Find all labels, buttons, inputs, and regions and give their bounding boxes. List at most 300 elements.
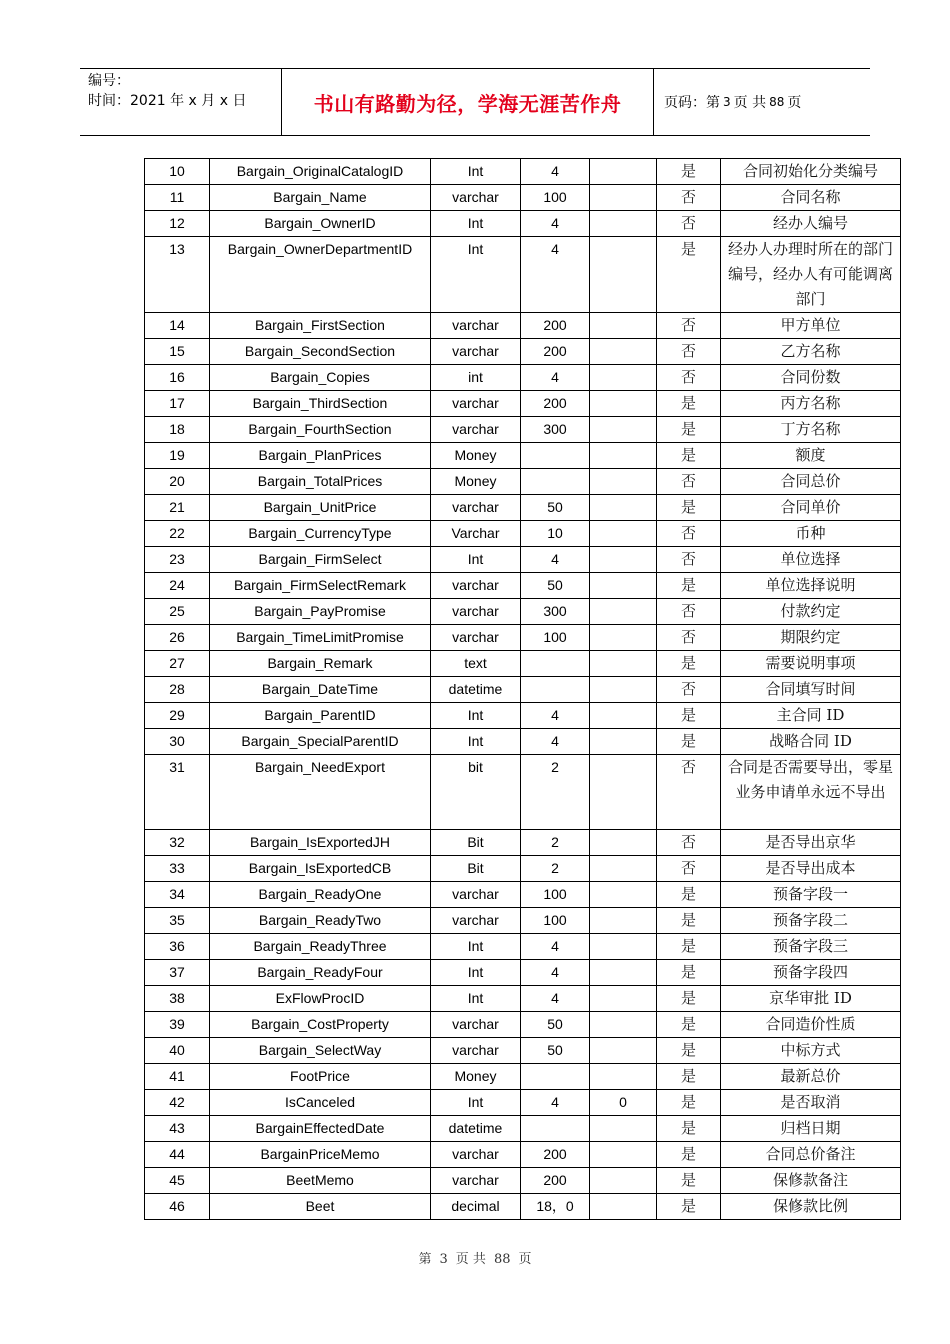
description-cell: 合同单价: [721, 495, 901, 521]
header-motto-cell: [282, 69, 654, 135]
length-cell: 4: [521, 211, 590, 237]
nullable-cell: 是: [657, 1116, 721, 1142]
data-type-cell: datetime: [431, 1116, 521, 1142]
field-name-cell: IsCanceled: [210, 1090, 431, 1116]
default-value-cell: [590, 651, 657, 677]
length-cell: 4: [521, 729, 590, 755]
data-type-cell: varchar: [431, 339, 521, 365]
data-type-cell: Varchar: [431, 521, 521, 547]
row-number-cell: 24: [145, 573, 210, 599]
description-cell: 主合同 ID: [721, 703, 901, 729]
table-row: [145, 495, 901, 521]
length-cell: 18，0: [521, 1194, 590, 1220]
nullable-cell: 是: [657, 729, 721, 755]
data-type-cell: Money: [431, 469, 521, 495]
default-value-cell: [590, 443, 657, 469]
data-type-cell: varchar: [431, 185, 521, 211]
footer-suffix: 页: [518, 1252, 532, 1267]
field-name-cell: Bargain_CostProperty: [210, 1012, 431, 1038]
nullable-cell: 是: [657, 1142, 721, 1168]
description-cell: 经办人办理时所在的部门编号，经办人有可能调离部门: [721, 237, 901, 313]
length-cell: 4: [521, 159, 590, 185]
length-cell: 200: [521, 1142, 590, 1168]
default-value-cell: [590, 755, 657, 830]
default-value-cell: [590, 521, 657, 547]
table-row: [145, 960, 901, 986]
default-value-cell: [590, 365, 657, 391]
row-number-cell: 25: [145, 599, 210, 625]
description-cell: 合同造价性质: [721, 1012, 901, 1038]
description-cell: 预备字段一: [721, 882, 901, 908]
nullable-cell: 是: [657, 495, 721, 521]
data-type-cell: varchar: [431, 908, 521, 934]
nullable-cell: 否: [657, 521, 721, 547]
length-cell: [521, 1064, 590, 1090]
row-number-cell: 22: [145, 521, 210, 547]
data-type-cell: Int: [431, 211, 521, 237]
length-cell: 100: [521, 625, 590, 651]
description-cell: 中标方式: [721, 1038, 901, 1064]
description-cell: 需要说明事项: [721, 651, 901, 677]
nullable-cell: 是: [657, 934, 721, 960]
length-cell: 300: [521, 417, 590, 443]
field-name-cell: ExFlowProcID: [210, 986, 431, 1012]
row-number-cell: 33: [145, 856, 210, 882]
row-number-cell: 14: [145, 313, 210, 339]
row-number-cell: 30: [145, 729, 210, 755]
data-type-cell: Int: [431, 703, 521, 729]
field-name-cell: Bargain_ReadyThree: [210, 934, 431, 960]
description-cell: 合同初始化分类编号: [721, 159, 901, 185]
row-number-cell: 23: [145, 547, 210, 573]
table-row: [145, 1116, 901, 1142]
field-name-cell: Bargain_IsExportedCB: [210, 856, 431, 882]
default-value-cell: [590, 625, 657, 651]
description-cell: 合同份数: [721, 365, 901, 391]
default-value-cell: [590, 1012, 657, 1038]
description-cell: 保修款比例: [721, 1194, 901, 1220]
nullable-cell: 是: [657, 986, 721, 1012]
table-row: [145, 755, 901, 830]
table-row: [145, 391, 901, 417]
field-name-cell: Bargain_FirmSelectRemark: [210, 573, 431, 599]
field-name-cell: Bargain_ThirdSection: [210, 391, 431, 417]
data-type-cell: varchar: [431, 391, 521, 417]
field-name-cell: Bargain_IsExportedJH: [210, 830, 431, 856]
nullable-cell: 否: [657, 599, 721, 625]
data-type-cell: Int: [431, 547, 521, 573]
default-value-cell: 0: [590, 1090, 657, 1116]
table-row: [145, 339, 901, 365]
default-value-cell: [590, 856, 657, 882]
nullable-cell: 否: [657, 755, 721, 830]
data-type-cell: varchar: [431, 599, 521, 625]
table-row: [145, 856, 901, 882]
length-cell: 4: [521, 986, 590, 1012]
default-value-cell: [590, 986, 657, 1012]
description-cell: 合同填写时间: [721, 677, 901, 703]
field-name-cell: Bargain_UnitPrice: [210, 495, 431, 521]
default-value-cell: [590, 882, 657, 908]
default-value-cell: [590, 391, 657, 417]
row-number-cell: 29: [145, 703, 210, 729]
table-row: [145, 313, 901, 339]
field-name-cell: Bargain_ParentID: [210, 703, 431, 729]
table-row: [145, 573, 901, 599]
row-number-cell: 45: [145, 1168, 210, 1194]
length-cell: 50: [521, 1038, 590, 1064]
nullable-cell: 否: [657, 365, 721, 391]
data-type-cell: Int: [431, 934, 521, 960]
nullable-cell: 是: [657, 443, 721, 469]
length-cell: 50: [521, 495, 590, 521]
description-cell: 乙方名称: [721, 339, 901, 365]
row-number-cell: 41: [145, 1064, 210, 1090]
data-type-cell: varchar: [431, 882, 521, 908]
data-type-cell: int: [431, 365, 521, 391]
field-name-cell: Beet: [210, 1194, 431, 1220]
length-cell: 4: [521, 365, 590, 391]
footer-prefix: 第: [418, 1252, 432, 1267]
default-value-cell: [590, 159, 657, 185]
description-cell: 是否取消: [721, 1090, 901, 1116]
length-cell: [521, 1116, 590, 1142]
row-number-cell: 19: [145, 443, 210, 469]
footer-current: 3: [439, 1252, 448, 1267]
description-cell: 预备字段四: [721, 960, 901, 986]
table-row: [145, 1142, 901, 1168]
length-cell: 200: [521, 391, 590, 417]
default-value-cell: [590, 1064, 657, 1090]
field-name-cell: Bargain_OriginalCatalogID: [210, 159, 431, 185]
nullable-cell: 否: [657, 677, 721, 703]
default-value-cell: [590, 573, 657, 599]
length-cell: 4: [521, 703, 590, 729]
description-cell: 合同是否需要导出，零星业务申请单永远不导出: [721, 755, 901, 830]
description-cell: 保修款备注: [721, 1168, 901, 1194]
row-number-cell: 26: [145, 625, 210, 651]
data-type-cell: Bit: [431, 856, 521, 882]
field-name-cell: Bargain_SelectWay: [210, 1038, 431, 1064]
nullable-cell: 是: [657, 960, 721, 986]
page-mid: 页 共: [733, 95, 767, 111]
table-row: [145, 651, 901, 677]
default-value-cell: [590, 1116, 657, 1142]
default-value-cell: [590, 1038, 657, 1064]
default-value-cell: [590, 1194, 657, 1220]
date-label: 时间：2021 年 x 月 x 日: [88, 93, 247, 109]
nullable-cell: 否: [657, 313, 721, 339]
nullable-cell: 是: [657, 573, 721, 599]
length-cell: 4: [521, 960, 590, 986]
description-cell: 单位选择说明: [721, 573, 901, 599]
nullable-cell: 是: [657, 391, 721, 417]
nullable-cell: 否: [657, 185, 721, 211]
data-type-cell: Money: [431, 1064, 521, 1090]
description-cell: 单位选择: [721, 547, 901, 573]
length-cell: 10: [521, 521, 590, 547]
nullable-cell: 是: [657, 1168, 721, 1194]
length-cell: 200: [521, 313, 590, 339]
field-name-cell: BargainEffectedDate: [210, 1116, 431, 1142]
table-row: [145, 677, 901, 703]
length-cell: 100: [521, 185, 590, 211]
row-number-cell: 36: [145, 934, 210, 960]
length-cell: [521, 469, 590, 495]
table-row: [145, 986, 901, 1012]
table-row: [145, 934, 901, 960]
description-cell: 经办人编号: [721, 211, 901, 237]
description-cell: 币种: [721, 521, 901, 547]
default-value-cell: [590, 211, 657, 237]
description-cell: 预备字段二: [721, 908, 901, 934]
table-row: [145, 443, 901, 469]
field-name-cell: Bargain_SecondSection: [210, 339, 431, 365]
field-name-cell: BargainPriceMemo: [210, 1142, 431, 1168]
default-value-cell: [590, 830, 657, 856]
description-cell: 归档日期: [721, 1116, 901, 1142]
table-row: [145, 599, 901, 625]
row-number-cell: 16: [145, 365, 210, 391]
length-cell: [521, 443, 590, 469]
row-number-cell: 32: [145, 830, 210, 856]
default-value-cell: [590, 185, 657, 211]
field-name-cell: Bargain_FourthSection: [210, 417, 431, 443]
table-row: [145, 1012, 901, 1038]
description-cell: 期限约定: [721, 625, 901, 651]
length-cell: 2: [521, 856, 590, 882]
row-number-cell: 40: [145, 1038, 210, 1064]
table-row: [145, 703, 901, 729]
default-value-cell: [590, 1168, 657, 1194]
nullable-cell: 是: [657, 1194, 721, 1220]
row-number-cell: 21: [145, 495, 210, 521]
data-type-cell: varchar: [431, 573, 521, 599]
row-number-cell: 37: [145, 960, 210, 986]
length-cell: 4: [521, 934, 590, 960]
data-type-cell: Int: [431, 1090, 521, 1116]
field-name-cell: Bargain_TotalPrices: [210, 469, 431, 495]
nullable-cell: 是: [657, 882, 721, 908]
row-number-cell: 39: [145, 1012, 210, 1038]
data-type-cell: Int: [431, 729, 521, 755]
field-name-cell: Bargain_PlanPrices: [210, 443, 431, 469]
default-value-cell: [590, 934, 657, 960]
nullable-cell: 是: [657, 1090, 721, 1116]
field-name-cell: Bargain_Name: [210, 185, 431, 211]
document-header: [80, 68, 870, 136]
description-cell: 预备字段三: [721, 934, 901, 960]
page-suffix: 页: [787, 95, 802, 111]
nullable-cell: 是: [657, 1064, 721, 1090]
length-cell: 50: [521, 1012, 590, 1038]
page-footer: [0, 1248, 950, 1267]
length-cell: 100: [521, 908, 590, 934]
field-name-cell: Bargain_SpecialParentID: [210, 729, 431, 755]
field-spec-body: [145, 159, 901, 1220]
length-cell: 4: [521, 1090, 590, 1116]
field-name-cell: Bargain_PayPromise: [210, 599, 431, 625]
row-number-cell: 35: [145, 908, 210, 934]
nullable-cell: 否: [657, 625, 721, 651]
data-type-cell: varchar: [431, 1142, 521, 1168]
row-number-cell: 28: [145, 677, 210, 703]
default-value-cell: [590, 495, 657, 521]
table-row: [145, 1038, 901, 1064]
row-number-cell: 17: [145, 391, 210, 417]
description-cell: 合同名称: [721, 185, 901, 211]
field-name-cell: Bargain_ReadyTwo: [210, 908, 431, 934]
description-cell: 付款约定: [721, 599, 901, 625]
length-cell: 4: [521, 547, 590, 573]
default-value-cell: [590, 908, 657, 934]
data-type-cell: datetime: [431, 677, 521, 703]
data-type-cell: varchar: [431, 1038, 521, 1064]
table-row: [145, 159, 901, 185]
field-name-cell: FootPrice: [210, 1064, 431, 1090]
table-row: [145, 1168, 901, 1194]
field-name-cell: Bargain_FirmSelect: [210, 547, 431, 573]
table-row: [145, 908, 901, 934]
table-row: [145, 882, 901, 908]
serial-number-label: 编号：: [88, 73, 130, 89]
nullable-cell: 否: [657, 339, 721, 365]
table-row: [145, 417, 901, 443]
data-type-cell: Bit: [431, 830, 521, 856]
row-number-cell: 27: [145, 651, 210, 677]
row-number-cell: 44: [145, 1142, 210, 1168]
table-row: [145, 830, 901, 856]
field-name-cell: Bargain_NeedExport: [210, 755, 431, 830]
length-cell: 2: [521, 755, 590, 830]
row-number-cell: 15: [145, 339, 210, 365]
default-value-cell: [590, 703, 657, 729]
description-cell: 合同总价: [721, 469, 901, 495]
length-cell: 50: [521, 573, 590, 599]
data-type-cell: Money: [431, 443, 521, 469]
default-value-cell: [590, 469, 657, 495]
length-cell: 300: [521, 599, 590, 625]
row-number-cell: 12: [145, 211, 210, 237]
row-number-cell: 43: [145, 1116, 210, 1142]
nullable-cell: 否: [657, 469, 721, 495]
row-number-cell: 34: [145, 882, 210, 908]
data-type-cell: Int: [431, 960, 521, 986]
row-number-cell: 18: [145, 417, 210, 443]
table-row: [145, 365, 901, 391]
length-cell: 4: [521, 237, 590, 313]
length-cell: 200: [521, 1168, 590, 1194]
motto-text: 书山有路勤为径，学海无涯苦作舟: [313, 91, 622, 116]
table-row: [145, 1194, 901, 1220]
field-name-cell: Bargain_Copies: [210, 365, 431, 391]
nullable-cell: 是: [657, 703, 721, 729]
description-cell: 丁方名称: [721, 417, 901, 443]
table-row: [145, 547, 901, 573]
data-type-cell: varchar: [431, 495, 521, 521]
description-cell: 丙方名称: [721, 391, 901, 417]
field-name-cell: Bargain_OwnerID: [210, 211, 431, 237]
default-value-cell: [590, 1142, 657, 1168]
default-value-cell: [590, 960, 657, 986]
footer-mid: 页 共: [455, 1252, 486, 1267]
description-cell: 是否导出京华: [721, 830, 901, 856]
data-type-cell: decimal: [431, 1194, 521, 1220]
description-cell: 战略合同 ID: [721, 729, 901, 755]
table-row: [145, 1090, 901, 1116]
length-cell: [521, 677, 590, 703]
data-type-cell: Int: [431, 237, 521, 313]
length-cell: 2: [521, 830, 590, 856]
field-name-cell: Bargain_ReadyFour: [210, 960, 431, 986]
nullable-cell: 否: [657, 856, 721, 882]
nullable-cell: 是: [657, 651, 721, 677]
header-page-info: [654, 69, 870, 135]
row-number-cell: 10: [145, 159, 210, 185]
field-name-cell: Bargain_ReadyOne: [210, 882, 431, 908]
default-value-cell: [590, 677, 657, 703]
data-type-cell: varchar: [431, 625, 521, 651]
description-cell: 合同总价备注: [721, 1142, 901, 1168]
field-spec-table: [144, 158, 901, 1220]
description-cell: 额度: [721, 443, 901, 469]
data-type-cell: Int: [431, 159, 521, 185]
row-number-cell: 46: [145, 1194, 210, 1220]
page-total: 88: [769, 95, 785, 109]
default-value-cell: [590, 417, 657, 443]
table-row: [145, 521, 901, 547]
description-cell: 是否导出成本: [721, 856, 901, 882]
default-value-cell: [590, 237, 657, 313]
table-row: [145, 237, 901, 313]
description-cell: 最新总价: [721, 1064, 901, 1090]
length-cell: 100: [521, 882, 590, 908]
data-type-cell: varchar: [431, 1168, 521, 1194]
data-type-cell: varchar: [431, 313, 521, 339]
field-name-cell: Bargain_DateTime: [210, 677, 431, 703]
table-row: [145, 185, 901, 211]
nullable-cell: 是: [657, 417, 721, 443]
table-row: [145, 469, 901, 495]
nullable-cell: 否: [657, 547, 721, 573]
table-row: [145, 1064, 901, 1090]
data-type-cell: varchar: [431, 417, 521, 443]
header-meta: [80, 69, 282, 135]
row-number-cell: 42: [145, 1090, 210, 1116]
table-row: [145, 729, 901, 755]
nullable-cell: 是: [657, 908, 721, 934]
default-value-cell: [590, 547, 657, 573]
default-value-cell: [590, 339, 657, 365]
description-cell: 甲方单位: [721, 313, 901, 339]
nullable-cell: 否: [657, 830, 721, 856]
default-value-cell: [590, 729, 657, 755]
table-row: [145, 211, 901, 237]
field-name-cell: Bargain_CurrencyType: [210, 521, 431, 547]
page-current: 3: [723, 95, 731, 109]
description-cell: 京华审批 ID: [721, 986, 901, 1012]
default-value-cell: [590, 313, 657, 339]
row-number-cell: 20: [145, 469, 210, 495]
nullable-cell: 否: [657, 211, 721, 237]
row-number-cell: 11: [145, 185, 210, 211]
data-type-cell: Int: [431, 986, 521, 1012]
page-prefix: 页码：第: [664, 95, 720, 111]
nullable-cell: 是: [657, 159, 721, 185]
nullable-cell: 是: [657, 237, 721, 313]
row-number-cell: 38: [145, 986, 210, 1012]
nullable-cell: 是: [657, 1012, 721, 1038]
